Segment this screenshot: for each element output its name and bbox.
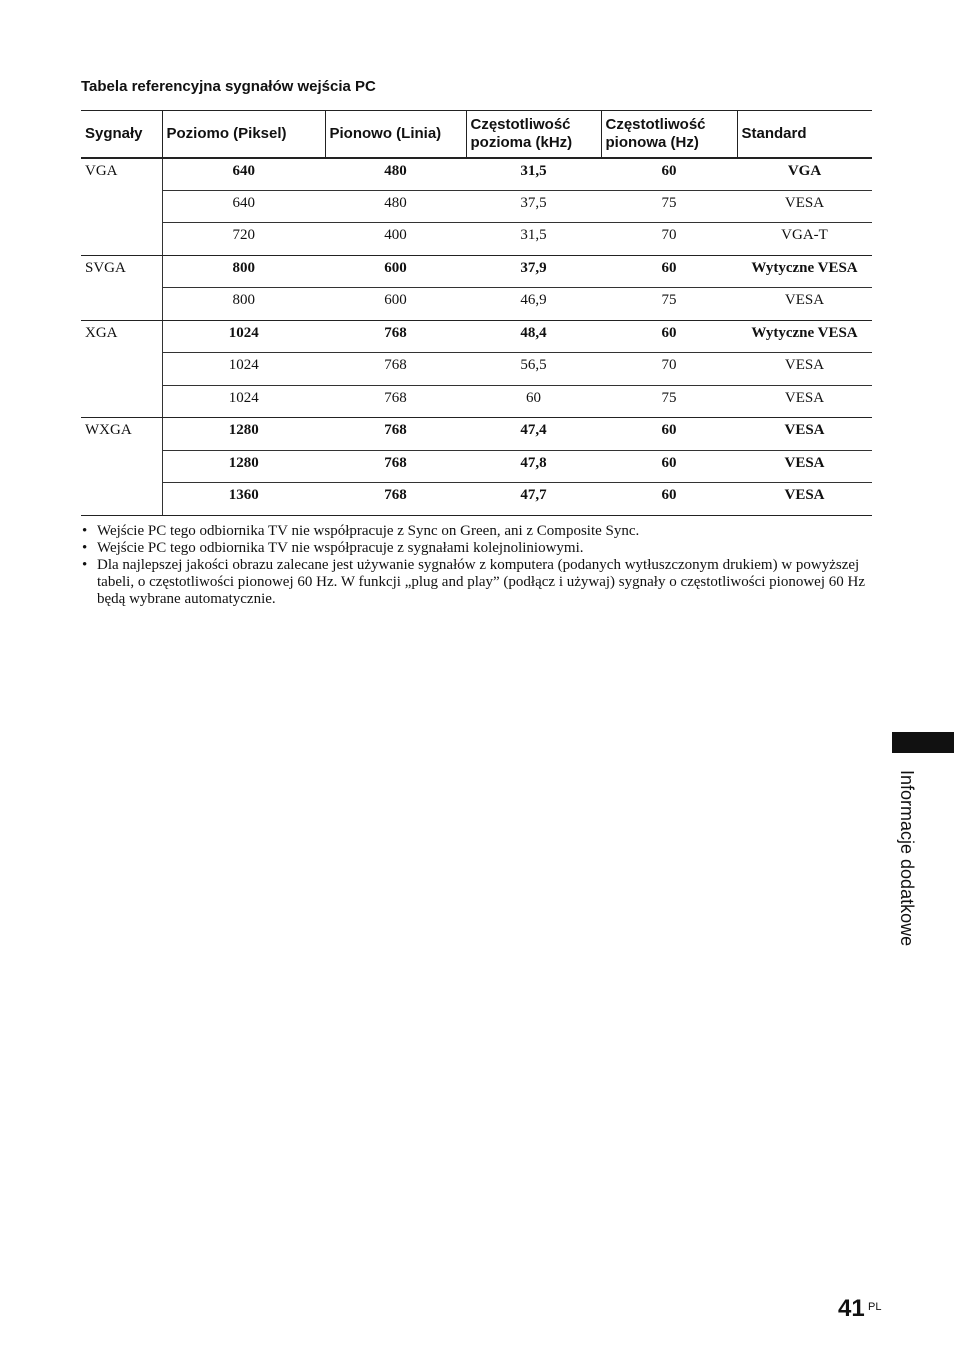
vertical-frequency-cell: 70 [601, 353, 737, 386]
horizontal-frequency-cell: 48,4 [466, 320, 601, 353]
section-side-label: Informacje dodatkowe [897, 770, 917, 947]
signal-cell [81, 353, 162, 386]
standard-cell: VESA [737, 418, 872, 451]
table-row [81, 158, 872, 191]
vertical-lines-cell: 480 [325, 158, 466, 191]
vertical-frequency-cell: 60 [601, 483, 737, 516]
signal-cell [81, 190, 162, 223]
standard-cell: VGA [737, 158, 872, 191]
vertical-lines-cell: 400 [325, 223, 466, 256]
signal-cell: SVGA [81, 255, 162, 288]
standard-cell: Wytyczne VESA [737, 320, 872, 353]
vertical-frequency-cell: 60 [601, 418, 737, 451]
horizontal-frequency-cell: 37,9 [466, 255, 601, 288]
standard-cell: VGA-T [737, 223, 872, 256]
vertical-frequency-cell: 60 [601, 450, 737, 483]
header-horizontal-pixels: Poziomo (Piksel) [162, 111, 325, 158]
table-body [81, 158, 872, 516]
table-row [81, 418, 872, 451]
horizontal-pixels-cell: 1280 [162, 418, 325, 451]
vertical-frequency-cell: 75 [601, 190, 737, 223]
table-row [81, 190, 872, 223]
vertical-frequency-cell: 60 [601, 158, 737, 191]
table-row [81, 450, 872, 483]
signal-cell: XGA [81, 320, 162, 353]
note-item [81, 540, 871, 557]
page-number: 41 [838, 1295, 865, 1322]
horizontal-pixels-cell: 1280 [162, 450, 325, 483]
horizontal-pixels-cell: 1024 [162, 320, 325, 353]
header-signals: Sygnały [81, 111, 162, 158]
header-standard: Standard [737, 111, 872, 158]
table-row [81, 353, 872, 386]
vertical-lines-cell: 600 [325, 255, 466, 288]
signal-cell [81, 288, 162, 321]
vertical-lines-cell: 768 [325, 385, 466, 418]
vertical-frequency-cell: 60 [601, 320, 737, 353]
standard-cell: VESA [737, 353, 872, 386]
signal-cell [81, 385, 162, 418]
vertical-lines-cell: 768 [325, 418, 466, 451]
table-header-row [81, 111, 872, 158]
standard-cell: VESA [737, 385, 872, 418]
note-item [81, 557, 871, 608]
table-row [81, 385, 872, 418]
bullet-icon: • [82, 523, 88, 539]
horizontal-frequency-cell: 31,5 [466, 158, 601, 191]
header-horizontal-frequency: Częstotliwość pozioma (kHz) [466, 111, 601, 158]
note-text: Wejście PC tego odbiornika TV nie współpracuje z Sync on Green, ani z Composite Sync. [97, 523, 640, 539]
standard-cell: VESA [737, 450, 872, 483]
horizontal-pixels-cell: 640 [162, 158, 325, 191]
bullet-icon: • [82, 540, 88, 556]
horizontal-pixels-cell: 1024 [162, 353, 325, 386]
note-text: Wejście PC tego odbiornika TV nie współpracuje z sygnałami kolejnoliniowymi. [97, 540, 584, 556]
vertical-lines-cell: 480 [325, 190, 466, 223]
section-tab-marker [892, 732, 954, 753]
vertical-frequency-cell: 75 [601, 288, 737, 321]
vertical-frequency-cell: 75 [601, 385, 737, 418]
signal-cell: WXGA [81, 418, 162, 451]
table-row [81, 255, 872, 288]
table-row [81, 288, 872, 321]
header-vertical-lines: Pionowo (Linia) [325, 111, 466, 158]
table-row [81, 223, 872, 256]
page-language: PL [868, 1301, 882, 1313]
horizontal-pixels-cell: 800 [162, 255, 325, 288]
horizontal-frequency-cell: 60 [466, 385, 601, 418]
notes-list [81, 523, 871, 608]
signal-cell [81, 483, 162, 516]
horizontal-frequency-cell: 47,7 [466, 483, 601, 516]
standard-cell: Wytyczne VESA [737, 255, 872, 288]
vertical-lines-cell: 768 [325, 320, 466, 353]
horizontal-frequency-cell: 31,5 [466, 223, 601, 256]
signal-cell [81, 223, 162, 256]
horizontal-pixels-cell: 640 [162, 190, 325, 223]
section-title: Tabela referencyjna sygnałów wejścia PC [81, 78, 376, 95]
note-text: Dla najlepszej jakości obrazu zalecane jest używanie sygnałów z komputera (podanych wytłuszczonym drukiem) w powyższej tabeli, o częstotliwości pionowej 60 Hz. W funkcji „plug and play” (podłącz i używaj) sygnały o częstotliwości pionowej 60 Hz będą wybrane automatycznie. [97, 557, 865, 607]
vertical-frequency-cell: 70 [601, 223, 737, 256]
standard-cell: VESA [737, 288, 872, 321]
horizontal-pixels-cell: 720 [162, 223, 325, 256]
vertical-frequency-cell: 60 [601, 255, 737, 288]
horizontal-pixels-cell: 1360 [162, 483, 325, 516]
vertical-lines-cell: 768 [325, 353, 466, 386]
vertical-lines-cell: 768 [325, 450, 466, 483]
vertical-lines-cell: 768 [325, 483, 466, 516]
standard-cell: VESA [737, 190, 872, 223]
vertical-lines-cell: 600 [325, 288, 466, 321]
horizontal-pixels-cell: 1024 [162, 385, 325, 418]
header-vertical-frequency: Częstotliwość pionowa (Hz) [601, 111, 737, 158]
standard-cell: VESA [737, 483, 872, 516]
horizontal-frequency-cell: 37,5 [466, 190, 601, 223]
horizontal-frequency-cell: 47,4 [466, 418, 601, 451]
bullet-icon: • [82, 557, 88, 573]
horizontal-frequency-cell: 47,8 [466, 450, 601, 483]
horizontal-pixels-cell: 800 [162, 288, 325, 321]
table-row [81, 320, 872, 353]
pc-signal-reference-table [81, 110, 872, 516]
note-item [81, 523, 871, 540]
table-row [81, 483, 872, 516]
horizontal-frequency-cell: 56,5 [466, 353, 601, 386]
signal-cell: VGA [81, 158, 162, 191]
horizontal-frequency-cell: 46,9 [466, 288, 601, 321]
signal-cell [81, 450, 162, 483]
